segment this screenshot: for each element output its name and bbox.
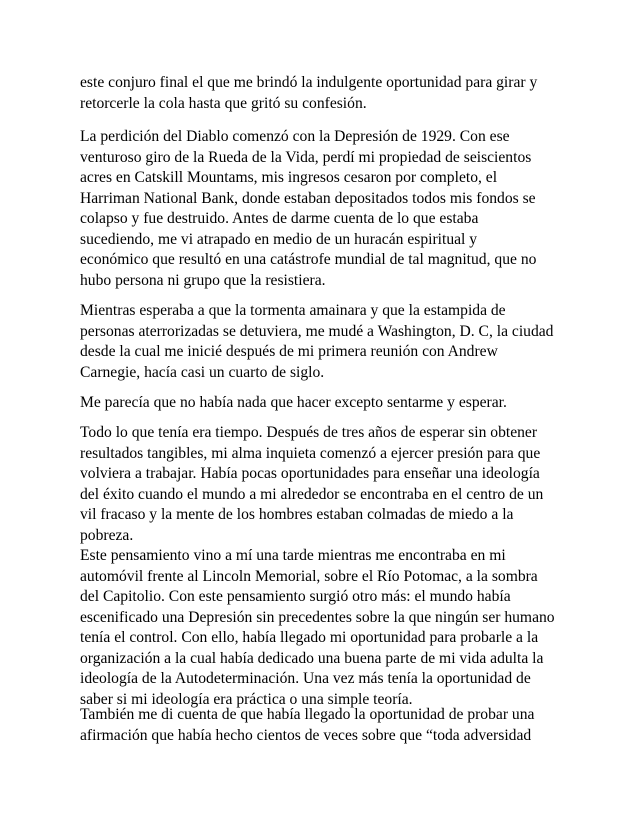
paragraph-line: sucediendo, me vi atrapado en medio de un huracán espiritual y — [80, 230, 478, 248]
paragraph-4 — [80, 301, 560, 383]
paragraph-line: organización a la cual había dedicado una buena parte de mi vida adulta la — [80, 649, 544, 667]
paragraph-line: Me parecía que no había nada que hacer excepto sentarme y esperar. — [80, 394, 507, 411]
paragraph-1 — [80, 73, 560, 114]
paragraph-line: automóvil frente al Lincoln Memorial, sobre el Río Potomac, a la sombra — [80, 567, 538, 585]
paragraph-line: acres en Catskill Mountams, mis ingresos cesaron por completo, el — [80, 169, 498, 186]
paragraph-line: del Capitolio. Con este pensamiento surgió otro más: el mundo había — [80, 588, 511, 605]
paragraph-line: tenía el control. Con ello, había llegado mi oportunidad para probarle a la — [80, 629, 539, 646]
paragraph-line: Harriman National Bank, donde estaban depositados todos mis fondos se — [80, 189, 536, 207]
paragraph-line: venturoso giro de la Rueda de la Vida, perdí mi propiedad de seiscientos — [80, 148, 532, 166]
paragraph-line: del éxito cuando el mundo a mi alrededor se encontraba en el centro de un — [80, 485, 544, 503]
paragraph-5 — [80, 393, 560, 414]
paragraph-line: económico que resultó en una catástrofe mundial de tal magnitud, que no — [80, 251, 537, 268]
paragraph-7 — [80, 546, 560, 710]
paragraph-line: retorcerle la cola hasta que gritó su confesión. — [80, 94, 367, 112]
paragraph-line: ideología de la Autodeterminación. Una vez más tenía la oportunidad de — [80, 670, 531, 687]
paragraph-line: desde la cual me inicié después de mi primera reunión con Andrew — [80, 343, 498, 360]
paragraph-line: resultados tangibles, mi alma inquieta comenzó a ejercer presión para que — [80, 444, 541, 462]
paragraph-line: colapso y fue destruido. Antes de darme cuenta de lo que estaba — [80, 210, 479, 227]
paragraph-line: pobreza. — [80, 526, 134, 544]
paragraph-line: afirmación que había hecho cientos de veces sobre que “toda adversidad — [80, 726, 532, 744]
paragraph-line: saber si mi ideología era práctica o una simple teoría. — [80, 690, 413, 708]
paragraph-3 — [80, 250, 560, 291]
paragraph-line: Carnegie, hacía casi un cuarto de siglo. — [80, 363, 325, 381]
paragraph-line: Mientras esperaba a que la tormenta amainara y que la estampida de — [80, 302, 506, 319]
paragraph-line: volviera a trabajar. Había pocas oportunidades para enseñar una ideología — [80, 465, 540, 482]
paragraph-line: personas aterrorizadas se detuviera, me mudé a Washington, D. C, la ciudad — [80, 322, 554, 340]
paragraph-line: También me di cuenta de que había llegado la oportunidad de probar una — [80, 706, 535, 723]
paragraph-line: escenificado una Depresión sin precedentes sobre la que ningún ser humano — [80, 608, 555, 626]
paragraph-6 — [80, 423, 560, 546]
paragraph-2 — [80, 127, 560, 250]
paragraph-line: La perdición del Diablo comenzó con la Depresión de 1929. Con ese — [80, 128, 510, 145]
paragraph-line: Este pensamiento vino a mí una tarde mientras me encontraba en mi — [80, 547, 506, 564]
paragraph-line: vil fracaso y la mente de los hombres estaban colmadas de miedo a la — [80, 506, 514, 523]
paragraph-8 — [80, 705, 560, 746]
paragraph-line: Todo lo que tenía era tiempo. Después de tres años de esperar sin obtener — [80, 424, 538, 441]
paragraph-line: hubo persona ni grupo que la resistiera. — [80, 271, 326, 289]
paragraph-line: este conjuro final el que me brindó la indulgente oportunidad para girar y — [80, 74, 538, 91]
